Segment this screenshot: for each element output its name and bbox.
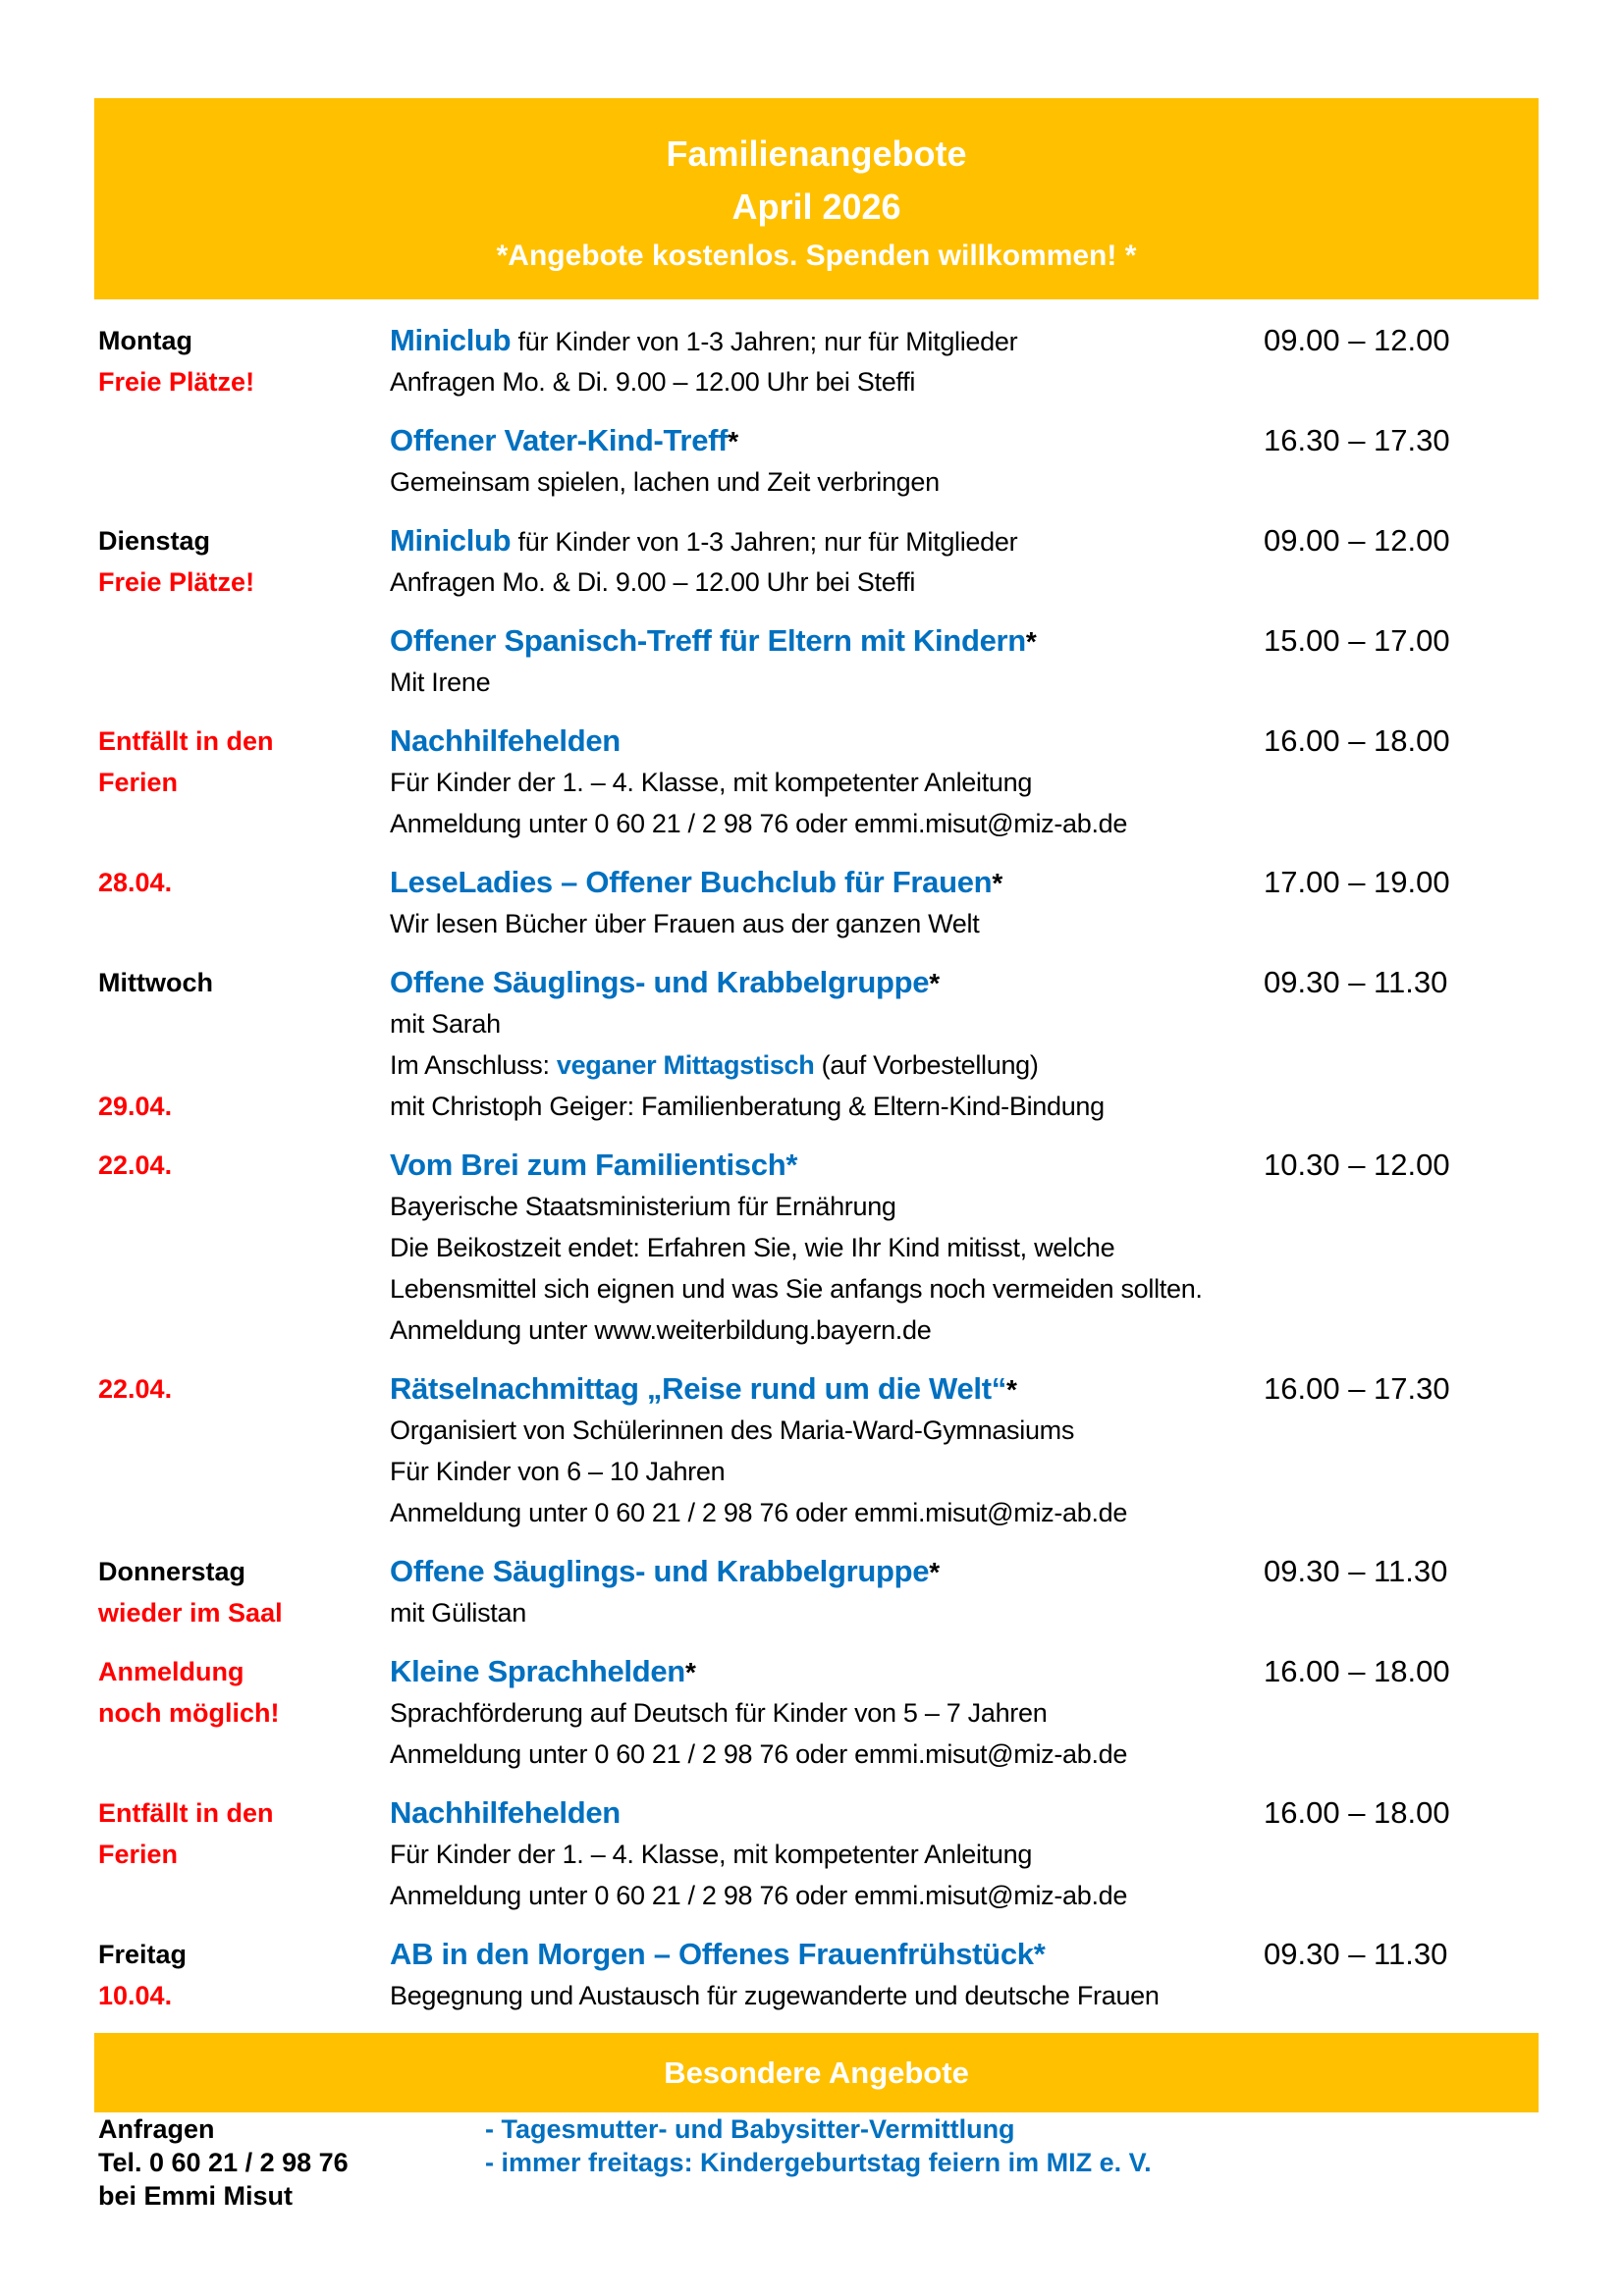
offer-title: AB in den Morgen – Offenes Frauenfrühstück* — [390, 1937, 1046, 1971]
offer-time: 16.00 – 18.00 — [1264, 1654, 1450, 1688]
entry-line — [98, 1692, 1539, 1734]
offer-title: Kleine Sprachhelden — [390, 1654, 685, 1688]
entry-line — [98, 1451, 1539, 1492]
entry-line — [98, 1145, 1539, 1186]
offer-title-line — [390, 1792, 621, 1835]
title-asterisk: * — [992, 868, 1002, 898]
offer-detail: Wir lesen Bücher über Frauen aus der ganzen Welt — [390, 909, 980, 938]
entry-line — [98, 620, 1539, 662]
entry-line — [98, 721, 1539, 762]
offer-detail: Anmeldung unter www.weiterbildung.bayern.de — [390, 1315, 932, 1345]
day-label: Anmeldung — [98, 1657, 244, 1686]
month-title: April 2026 — [731, 187, 901, 227]
offer-title-line — [390, 1368, 1017, 1411]
offer-detail: Begegnung und Austausch für zugewanderte und deutsche Frauen — [390, 1981, 1160, 2010]
title-asterisk: * — [929, 1557, 940, 1587]
offer-detail: mit Christoph Geiger: Familienberatung & Eltern-Kind-Bindung — [390, 1092, 1105, 1121]
offer-title: Nachhilfehelden — [390, 1795, 621, 1830]
day-label: Donnerstag — [98, 1557, 246, 1586]
offer-title-line — [390, 1551, 940, 1593]
offer-time: 09.00 – 12.00 — [1264, 323, 1450, 357]
offer-title-line — [390, 620, 1037, 663]
schedule-entry — [98, 1368, 1539, 1533]
entry-line — [98, 1309, 1539, 1351]
contact-line: bei Emmi Misut — [98, 2181, 294, 2211]
offer-time: 16.00 – 17.30 — [1264, 1371, 1450, 1406]
day-label: Freitag — [98, 1940, 188, 1969]
offer-time: 09.00 – 12.00 — [1264, 523, 1450, 558]
page-title: Familienangebote — [666, 133, 967, 174]
offer-detail: Anfragen Mo. & Di. 9.00 – 12.00 Uhr bei Steffi — [390, 367, 916, 397]
schedule-entry — [98, 1934, 1539, 2016]
offer-time: 10.30 – 12.00 — [1264, 1148, 1450, 1182]
day-label: 22.04. — [98, 1374, 173, 1404]
day-label: 29.04. — [98, 1092, 173, 1121]
day-label: Montag — [98, 326, 192, 355]
special-offer-item: - Tagesmutter- und Babysitter-Vermittlung — [485, 2114, 1015, 2144]
offer-audience: für Kinder von 1-3 Jahren; nur für Mitglieder — [511, 527, 1018, 557]
day-label: Freie Plätze! — [98, 567, 255, 597]
offer-title-line — [390, 721, 621, 763]
title-asterisk: * — [684, 1657, 696, 1687]
entry-line — [98, 1792, 1539, 1834]
offer-detail: Anmeldung unter 0 60 21 / 2 98 76 oder emmi.misut@miz-ab.de — [390, 1498, 1128, 1527]
contact-line: Anfragen — [98, 2114, 215, 2144]
day-label: Mittwoch — [98, 968, 213, 997]
title-asterisk: * — [1005, 1374, 1017, 1405]
offer-detail: Für Kinder der 1. – 4. Klasse, mit kompetenter Anleitung — [390, 1840, 1033, 1869]
offer-title-line — [390, 1651, 696, 1693]
entry-line — [98, 1492, 1539, 1533]
offer-title-line — [390, 520, 1017, 562]
title-asterisk: * — [929, 968, 940, 998]
entry-line — [98, 1592, 1539, 1633]
offer-detail: mit Gülistan — [390, 1598, 526, 1628]
offer-time: 09.30 – 11.30 — [1264, 1937, 1448, 1971]
day-label: Ferien — [98, 768, 179, 797]
entry-line — [98, 1934, 1539, 1975]
entry-line — [98, 762, 1539, 803]
offer-time: 16.30 – 17.30 — [1264, 423, 1450, 457]
offer-detail: Anfragen Mo. & Di. 9.00 – 12.00 Uhr bei Steffi — [390, 567, 916, 597]
offer-title-line — [390, 1934, 1045, 1976]
entry-line — [98, 1551, 1539, 1592]
offer-time: 17.00 – 19.00 — [1264, 865, 1450, 899]
offer-title-line — [390, 420, 738, 462]
title-asterisk: * — [1025, 626, 1037, 657]
day-label: 10.04. — [98, 1981, 173, 2010]
offer-title: Offene Säuglings- und Krabbelgruppe — [390, 1554, 930, 1588]
special-offers-banner: Besondere Angebote — [94, 2033, 1539, 2112]
entry-line — [98, 1003, 1539, 1044]
entry-line — [98, 320, 1539, 361]
entry-line — [98, 1368, 1539, 1410]
special-offer-item: - immer freitags: Kindergeburtstag feiern im MIZ e. V. — [485, 2148, 1152, 2177]
entry-line — [98, 1268, 1539, 1309]
offer-detail: Mit Irene — [390, 667, 491, 697]
offer-audience: für Kinder von 1-3 Jahren; nur für Mitglieder — [511, 327, 1018, 356]
entry-line — [98, 962, 1539, 1003]
offer-detail: Anmeldung unter 0 60 21 / 2 98 76 oder emmi.misut@miz-ab.de — [390, 1739, 1128, 1769]
detail-text: (auf Vorbestellung) — [814, 1050, 1039, 1080]
day-label: wieder im Saal — [98, 1598, 283, 1628]
schedule-entry — [98, 620, 1539, 703]
title-asterisk: * — [728, 426, 738, 456]
offer-detail: Sprachförderung auf Deutsch für Kinder von 5 – 7 Jahren — [390, 1698, 1048, 1728]
offer-detail: Anmeldung unter 0 60 21 / 2 98 76 oder emmi.misut@miz-ab.de — [390, 1881, 1128, 1910]
entry-line — [98, 1410, 1539, 1451]
day-label: Ferien — [98, 1840, 179, 1869]
schedule-list — [98, 320, 1539, 2034]
detail-text: Im Anschluss: — [390, 1050, 557, 1080]
entry-line — [98, 461, 1539, 503]
schedule-entry — [98, 1145, 1539, 1351]
offer-title-line — [390, 862, 1002, 904]
special-offers-list — [485, 2112, 1152, 2179]
offer-detail: Lebensmittel sich eignen und was Sie anfangs noch vermeiden sollten. — [390, 1274, 1203, 1304]
offer-title: Offene Säuglings- und Krabbelgruppe — [390, 965, 930, 999]
day-label: Entfällt in den — [98, 726, 274, 756]
offer-title-line — [390, 320, 1017, 362]
entry-line — [98, 1227, 1539, 1268]
day-label: noch möglich! — [98, 1698, 280, 1728]
offer-title: Miniclub — [390, 523, 512, 558]
entry-line — [98, 520, 1539, 561]
schedule-entry — [98, 1792, 1539, 1916]
contact-info — [98, 2112, 349, 2213]
offer-title-line — [390, 1145, 797, 1187]
schedule-entry — [98, 1651, 1539, 1775]
offer-time: 09.30 – 11.30 — [1264, 965, 1448, 999]
offer-detail: Die Beikostzeit endet: Erfahren Sie, wie Ihr Kind mitisst, welche — [390, 1233, 1115, 1262]
offer-title: LeseLadies – Offener Buchclub für Frauen — [390, 865, 993, 899]
offer-detail: mit Sarah — [390, 1009, 501, 1039]
entry-line — [98, 1734, 1539, 1775]
schedule-entry — [98, 1551, 1539, 1633]
entry-line — [98, 361, 1539, 402]
offer-title: Offener Vater-Kind-Treff — [390, 423, 729, 457]
entry-line — [98, 1651, 1539, 1692]
schedule-entry — [98, 520, 1539, 603]
entry-line — [98, 803, 1539, 844]
entry-line — [98, 903, 1539, 944]
day-label: Entfällt in den — [98, 1798, 274, 1828]
offer-detail — [390, 1044, 1039, 1086]
schedule-entry — [98, 962, 1539, 1127]
header-banner — [94, 98, 1539, 299]
day-label: 28.04. — [98, 868, 173, 897]
offer-title-line — [390, 962, 940, 1004]
entry-line — [98, 1875, 1539, 1916]
offer-title: Offener Spanisch-Treff für Eltern mit Kindern — [390, 623, 1026, 658]
entry-line — [98, 862, 1539, 903]
offer-detail: Organisiert von Schülerinnen des Maria-Ward-Gymnasiums — [390, 1415, 1075, 1445]
offer-time: 15.00 – 17.00 — [1264, 623, 1450, 658]
entry-line — [98, 420, 1539, 461]
offer-time: 16.00 – 18.00 — [1264, 723, 1450, 758]
offer-time: 09.30 – 11.30 — [1264, 1554, 1448, 1588]
offer-title: Nachhilfehelden — [390, 723, 621, 758]
schedule-entry — [98, 420, 1539, 503]
entry-line — [98, 662, 1539, 703]
entry-line — [98, 561, 1539, 603]
offer-title: Miniclub — [390, 323, 512, 357]
offer-detail: Gemeinsam spielen, lachen und Zeit verbringen — [390, 467, 940, 497]
offer-time: 16.00 – 18.00 — [1264, 1795, 1450, 1830]
entry-line — [98, 1086, 1539, 1127]
offer-detail: Für Kinder von 6 – 10 Jahren — [390, 1457, 726, 1486]
highlight-text: veganer Mittagstisch — [556, 1050, 815, 1080]
offer-detail: Für Kinder der 1. – 4. Klasse, mit kompetenter Anleitung — [390, 768, 1033, 797]
day-label: 22.04. — [98, 1150, 173, 1180]
entry-line — [98, 1834, 1539, 1875]
entry-line — [98, 1975, 1539, 2016]
free-offers-note: *Angebote kostenlos. Spenden willkommen! * — [496, 240, 1137, 272]
offer-title: Rätselnachmittag „Reise rund um die Welt“ — [390, 1371, 1006, 1406]
offer-title: Vom Brei zum Familientisch* — [390, 1148, 798, 1182]
day-label: Dienstag — [98, 526, 211, 556]
offer-detail: Bayerische Staatsministerium für Ernährung — [390, 1192, 896, 1221]
schedule-entry — [98, 320, 1539, 402]
schedule-entry — [98, 862, 1539, 944]
entry-line — [98, 1186, 1539, 1227]
day-label: Freie Plätze! — [98, 367, 255, 397]
schedule-entry — [98, 721, 1539, 844]
offer-detail: Anmeldung unter 0 60 21 / 2 98 76 oder emmi.misut@miz-ab.de — [390, 809, 1128, 838]
contact-line: Tel. 0 60 21 / 2 98 76 — [98, 2148, 349, 2177]
entry-line — [98, 1044, 1539, 1086]
